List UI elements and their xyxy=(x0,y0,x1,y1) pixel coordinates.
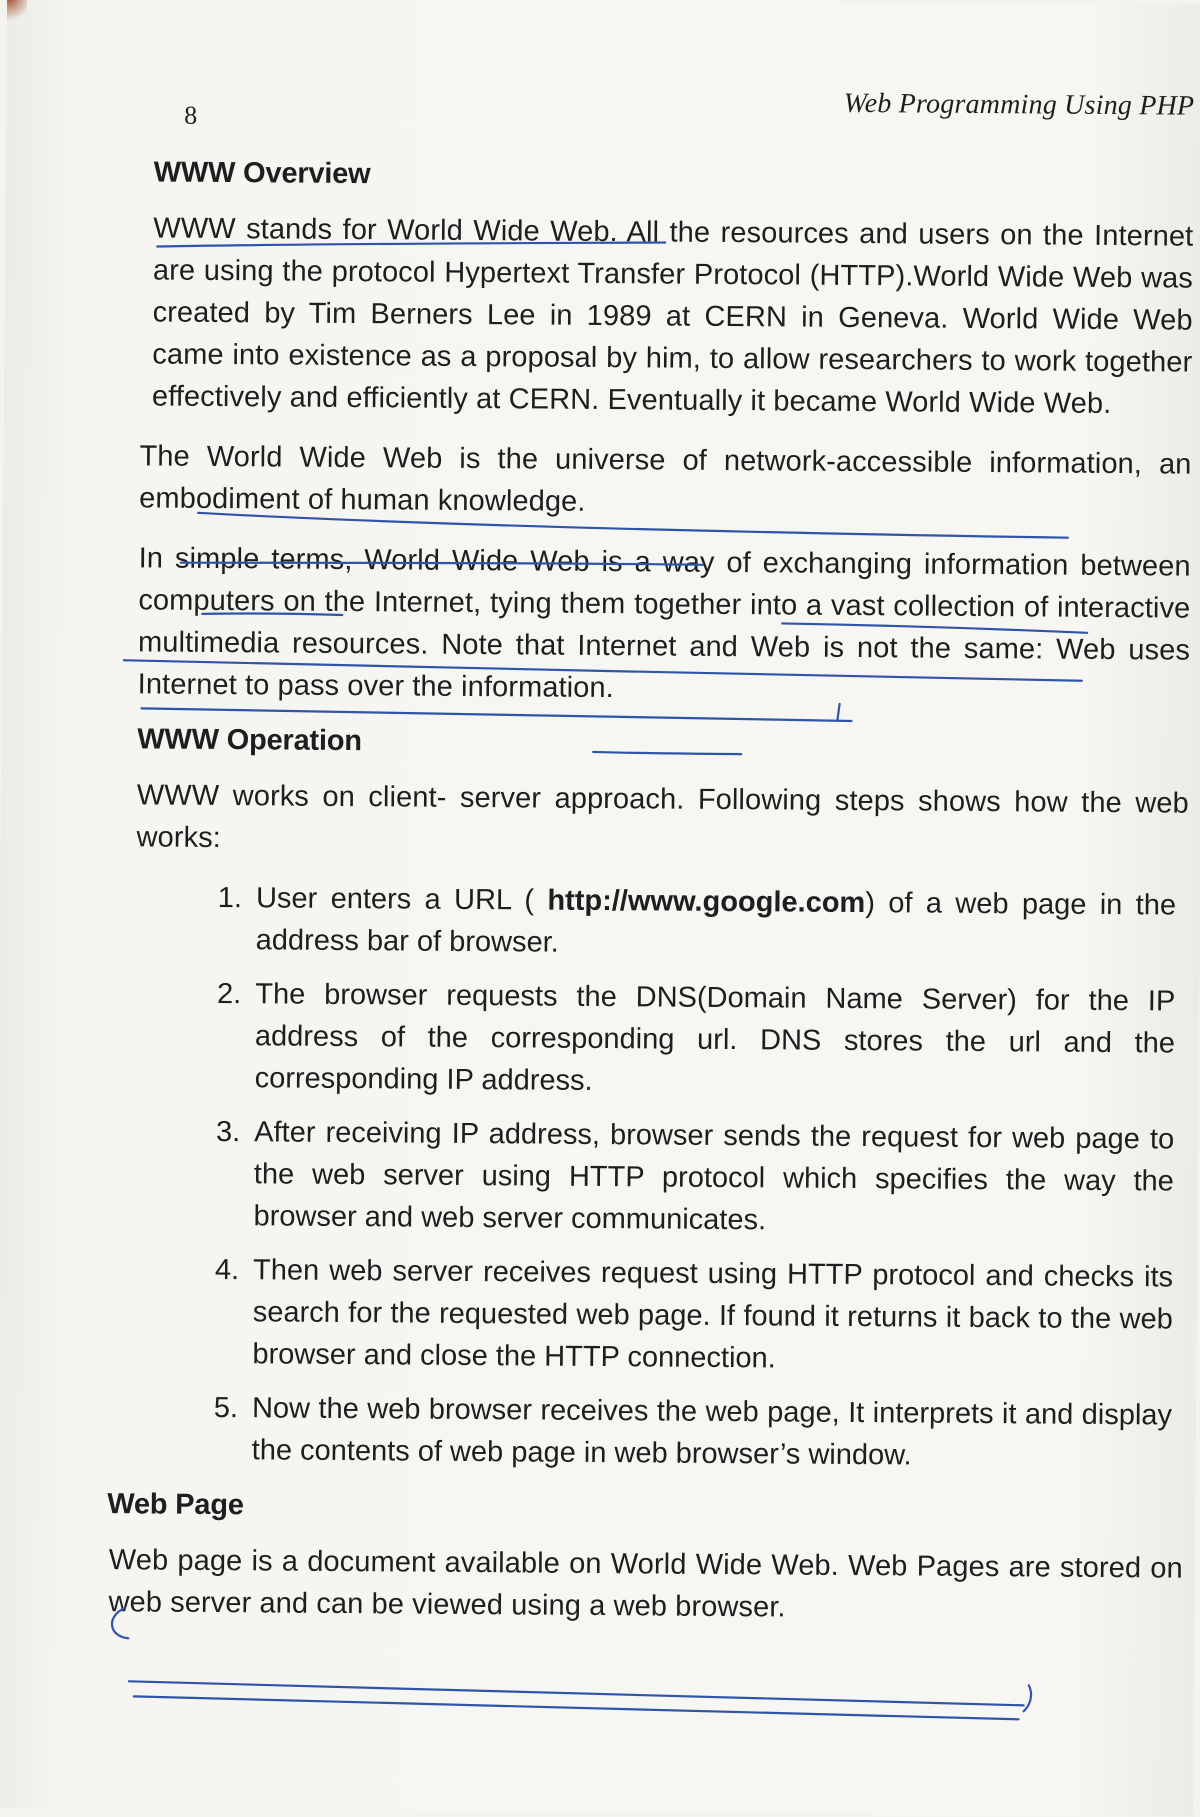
pen-underline-stored xyxy=(134,1696,1019,1719)
example-url: http://www.google.com xyxy=(547,884,866,920)
running-title: Web Programming Using PHP xyxy=(843,87,1195,122)
step-text: The browser requests the DNS(Domain Name Server) for the IP address of the corresponding url. DNS stores the url and the corresponding IP address. xyxy=(254,978,1176,1097)
heading-www-overview: WWW Overview xyxy=(153,156,371,191)
paragraph-web-page: Web page is a document available on World Wide Web. Web Pages are stored on web server and can be viewed using a web browser. xyxy=(108,1544,1183,1624)
page-header xyxy=(6,81,1200,140)
list-item xyxy=(124,1248,1185,1382)
list-item xyxy=(128,876,1189,968)
page-number: 8 xyxy=(184,100,198,130)
paragraph-operation-intro: WWW works on client- server approach. Following steps shows how the web works: xyxy=(136,779,1189,855)
step-number: 4. xyxy=(214,1253,240,1287)
list-item xyxy=(126,972,1187,1106)
pen-mark-paren xyxy=(1024,1685,1031,1711)
paragraph-simple-terms: In simple terms, World Wide Web is a way of exchanging information between computers on the Internet, tying them together into a vast collection of interactive multimedia resources. Note that Internet and Web is not the same: Web uses Internet to pass over the information. xyxy=(137,542,1191,705)
step-number: 5. xyxy=(213,1391,239,1425)
page-corner-stain xyxy=(7,0,27,25)
step-text-part: ) of a web page in the address bar of browser. xyxy=(255,887,1177,959)
list-item xyxy=(125,1110,1186,1244)
step-text: Then web server receives request using HTTP protocol and checks its search for the requested web page. If found it returns it back to the web browser and close the HTTP connection. xyxy=(252,1254,1174,1375)
operation-steps-list xyxy=(124,876,1189,1478)
step-number: 1. xyxy=(217,881,243,915)
paragraph-www-universe: The World Wide Web is the universe of network-accessible information, an embodiment of human knowledge. xyxy=(139,440,1192,518)
page-content xyxy=(107,156,1194,1649)
step-text: Now the web browser receives the web page, It interprets it and display the contents of web page in web browser’s window. xyxy=(251,1392,1173,1472)
list-item xyxy=(124,1386,1185,1478)
step-text: After receiving IP address, browser sends the request for web page to the web server using HTTP protocol which specifies the way the browser and web server communicates. xyxy=(253,1116,1175,1237)
step-text-part: User enters a URL ( xyxy=(255,882,548,917)
paragraph-www-definition: WWW stands for World Wide Web. All the resources and users on the Internet are using the protocol Hypertext Transfer Protocol (HTTP).World Wide Web was created by Tim Berners Lee in 1989 at CERN in Geneva. World Wide Web came into existence as a proposal by him, to allow researchers to work together effectively and efficiently at CERN. Eventually it became World Wide Web. xyxy=(151,212,1194,420)
pen-underline-web-page xyxy=(129,1681,1024,1705)
step-number: 3. xyxy=(215,1115,241,1149)
step-text xyxy=(256,877,1177,968)
step-number: 2. xyxy=(216,977,242,1011)
heading-www-operation: WWW Operation xyxy=(137,723,362,758)
heading-web-page: Web Page xyxy=(107,1488,244,1522)
